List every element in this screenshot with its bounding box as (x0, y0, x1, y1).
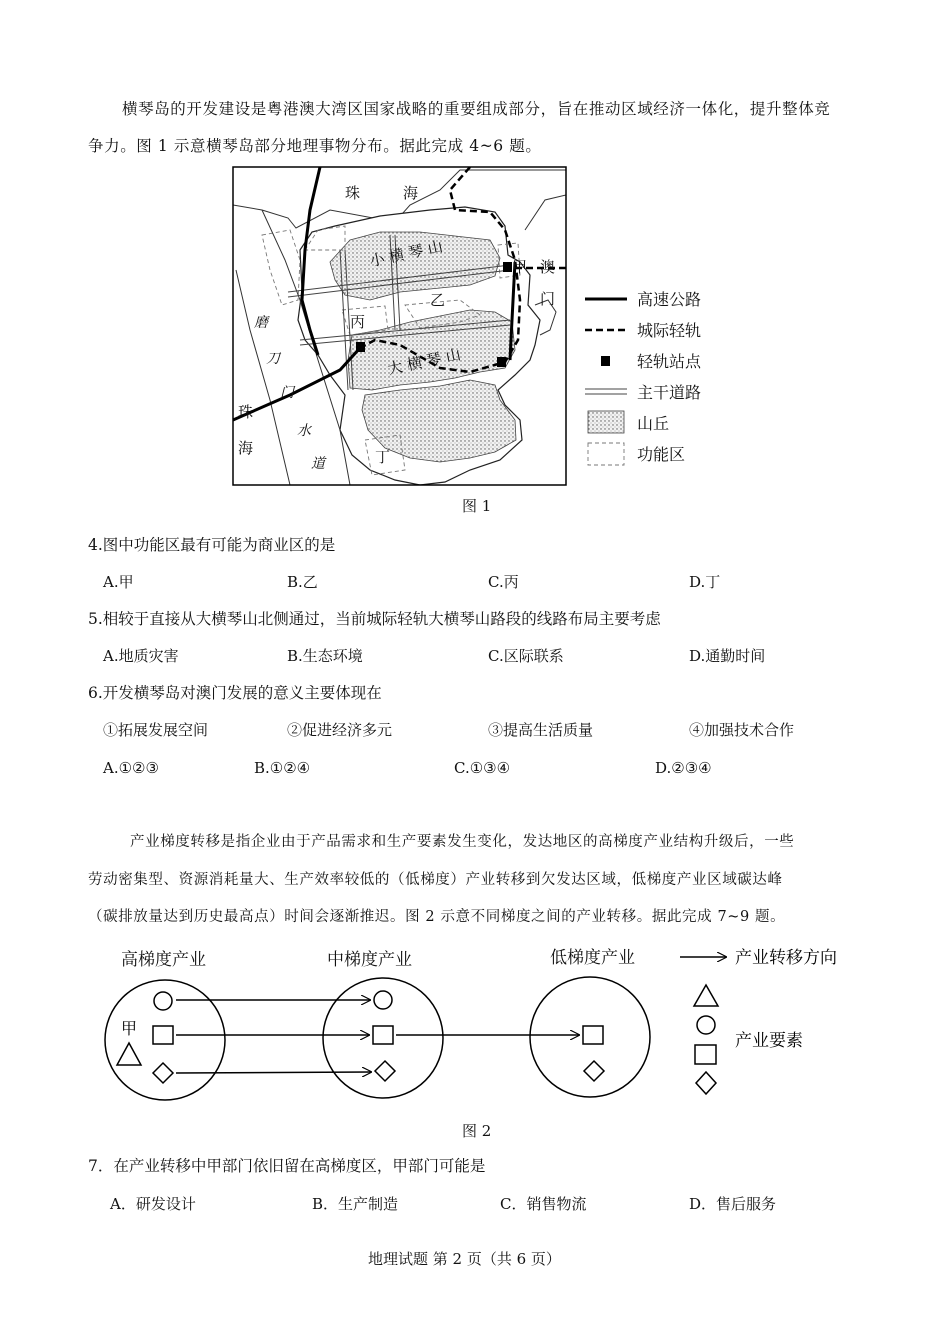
label-high-gradient: 高梯度产业 (121, 950, 206, 970)
legend-main-road: 主干道路 (637, 383, 702, 402)
label-jia-dept: 甲 (121, 1019, 138, 1038)
q4-stem: 4.图中功能区最有可能为商业区的是 (88, 536, 336, 554)
passage2-line1: 产业梯度转移是指企业由于产品需求和生产要素发生变化，发达地区的高梯度产业结构升级后，一些 (130, 834, 795, 850)
q6-option-d[interactable]: D.②③④ (655, 759, 712, 777)
q6-option-c[interactable]: C.①③④ (454, 759, 511, 777)
q7-option-b[interactable]: B．生产制造 (312, 1195, 399, 1213)
label-modao-1: 磨 (254, 315, 268, 331)
macau-coast (525, 195, 566, 230)
station-south (497, 357, 506, 367)
label-ding: 丁 (375, 448, 391, 466)
q5-stem: 5.相较于直接从大横琴山北侧通过，当前城际轻轨大横琴山路段的线路布局主要考虑 (88, 610, 661, 628)
label-shuidao-1: 水 (297, 423, 311, 439)
passage2-line3: （碳排放量达到历史最高点）时间会逐渐推迟。图 2 示意不同梯度之间的产业转移。据此完成 7~9 题。 (88, 909, 786, 925)
legend-station: 轻轨站点 (637, 352, 702, 371)
q6-item-2: ②促进经济多元 (287, 721, 393, 739)
figure1-caption: 图 1 (462, 497, 492, 515)
q6-item-3: ③提高生活质量 (488, 721, 594, 739)
zone-left (262, 230, 300, 305)
label-zhu-left: 珠 (238, 403, 254, 421)
q4-option-a[interactable]: A.甲 (103, 573, 134, 591)
q4-option-d[interactable]: D.丁 (689, 573, 721, 591)
passage1-line1: 横琴岛的开发建设是粤港澳大湾区国家战略的重要组成部分，旨在推动区域经济一体化，提升整体竞 (122, 100, 831, 118)
legend-factors-label: 产业要素 (735, 1031, 803, 1051)
label-hai-left: 海 (238, 439, 254, 457)
q7-option-c[interactable]: C．销售物流 (500, 1195, 587, 1213)
q7-stem: 7．在产业转移中甲部门依旧留在高梯度区，甲部门可能是 (88, 1157, 486, 1175)
q7-option-d[interactable]: D．售后服务 (689, 1195, 777, 1213)
passage2-line2: 劳动密集型、资源消耗量大、生产效率较低的（低梯度）产业转移到欠发达区域，低梯度产业区域碳达峰 (88, 872, 783, 888)
legend-hill: 山丘 (637, 414, 670, 433)
q4-option-c[interactable]: C.丙 (488, 573, 519, 591)
station-jia (503, 262, 512, 272)
q5-option-b[interactable]: B.生态环境 (287, 647, 363, 665)
label-low-gradient: 低梯度产业 (550, 948, 635, 968)
legend-arrow-label: 产业转移方向 (735, 948, 837, 968)
figure1-legend (585, 290, 702, 465)
label-yi: 乙 (430, 291, 446, 309)
passage1-line2: 争力。图 1 示意横琴岛部分地理事物分布。据此完成 4~6 题。 (88, 137, 542, 155)
figure2-caption: 图 2 (462, 1122, 492, 1140)
q6-item-1: ①拓展发展空间 (103, 721, 209, 739)
legend-highway: 高速公路 (637, 290, 702, 309)
label-zhu-top: 珠 (345, 184, 361, 202)
legend-light-rail: 城际轻轨 (637, 321, 702, 340)
label-aomen-2: 门 (540, 290, 556, 308)
label-mid-gradient: 中梯度产业 (327, 950, 412, 970)
q6-option-a[interactable]: A.①②③ (103, 759, 159, 777)
q5-option-d[interactable]: D.通勤时间 (689, 647, 766, 665)
q5-option-a[interactable]: A.地质灾害 (103, 647, 179, 665)
station-bing (356, 342, 365, 352)
label-modao-3: 门 (280, 385, 294, 401)
label-da-hengqin: 大 横 琴 山 (385, 345, 463, 379)
label-modao-2: 刀 (266, 351, 280, 367)
q5-option-c[interactable]: C.区际联系 (488, 647, 564, 665)
label-jia: 甲 (512, 258, 528, 276)
page-footer: 地理试题 第 2 页（共 6 页） (368, 1250, 561, 1268)
label-aomen-1: 澳 (540, 258, 556, 276)
q6-item-4: ④加强技术合作 (689, 721, 795, 739)
q7-option-a[interactable]: A．研发设计 (110, 1195, 196, 1213)
q6-option-b[interactable]: B.①②④ (254, 759, 311, 777)
legend-zone: 功能区 (637, 445, 686, 464)
label-shuidao-2: 道 (311, 456, 325, 472)
label-xiao-hengqin: 小 横 琴 山 (367, 237, 445, 271)
q6-stem: 6.开发横琴岛对澳门发展的意义主要体现在 (88, 684, 382, 702)
label-bing: 丙 (350, 313, 366, 331)
label-hai-top: 海 (403, 184, 419, 202)
q4-option-b[interactable]: B.乙 (287, 573, 318, 591)
